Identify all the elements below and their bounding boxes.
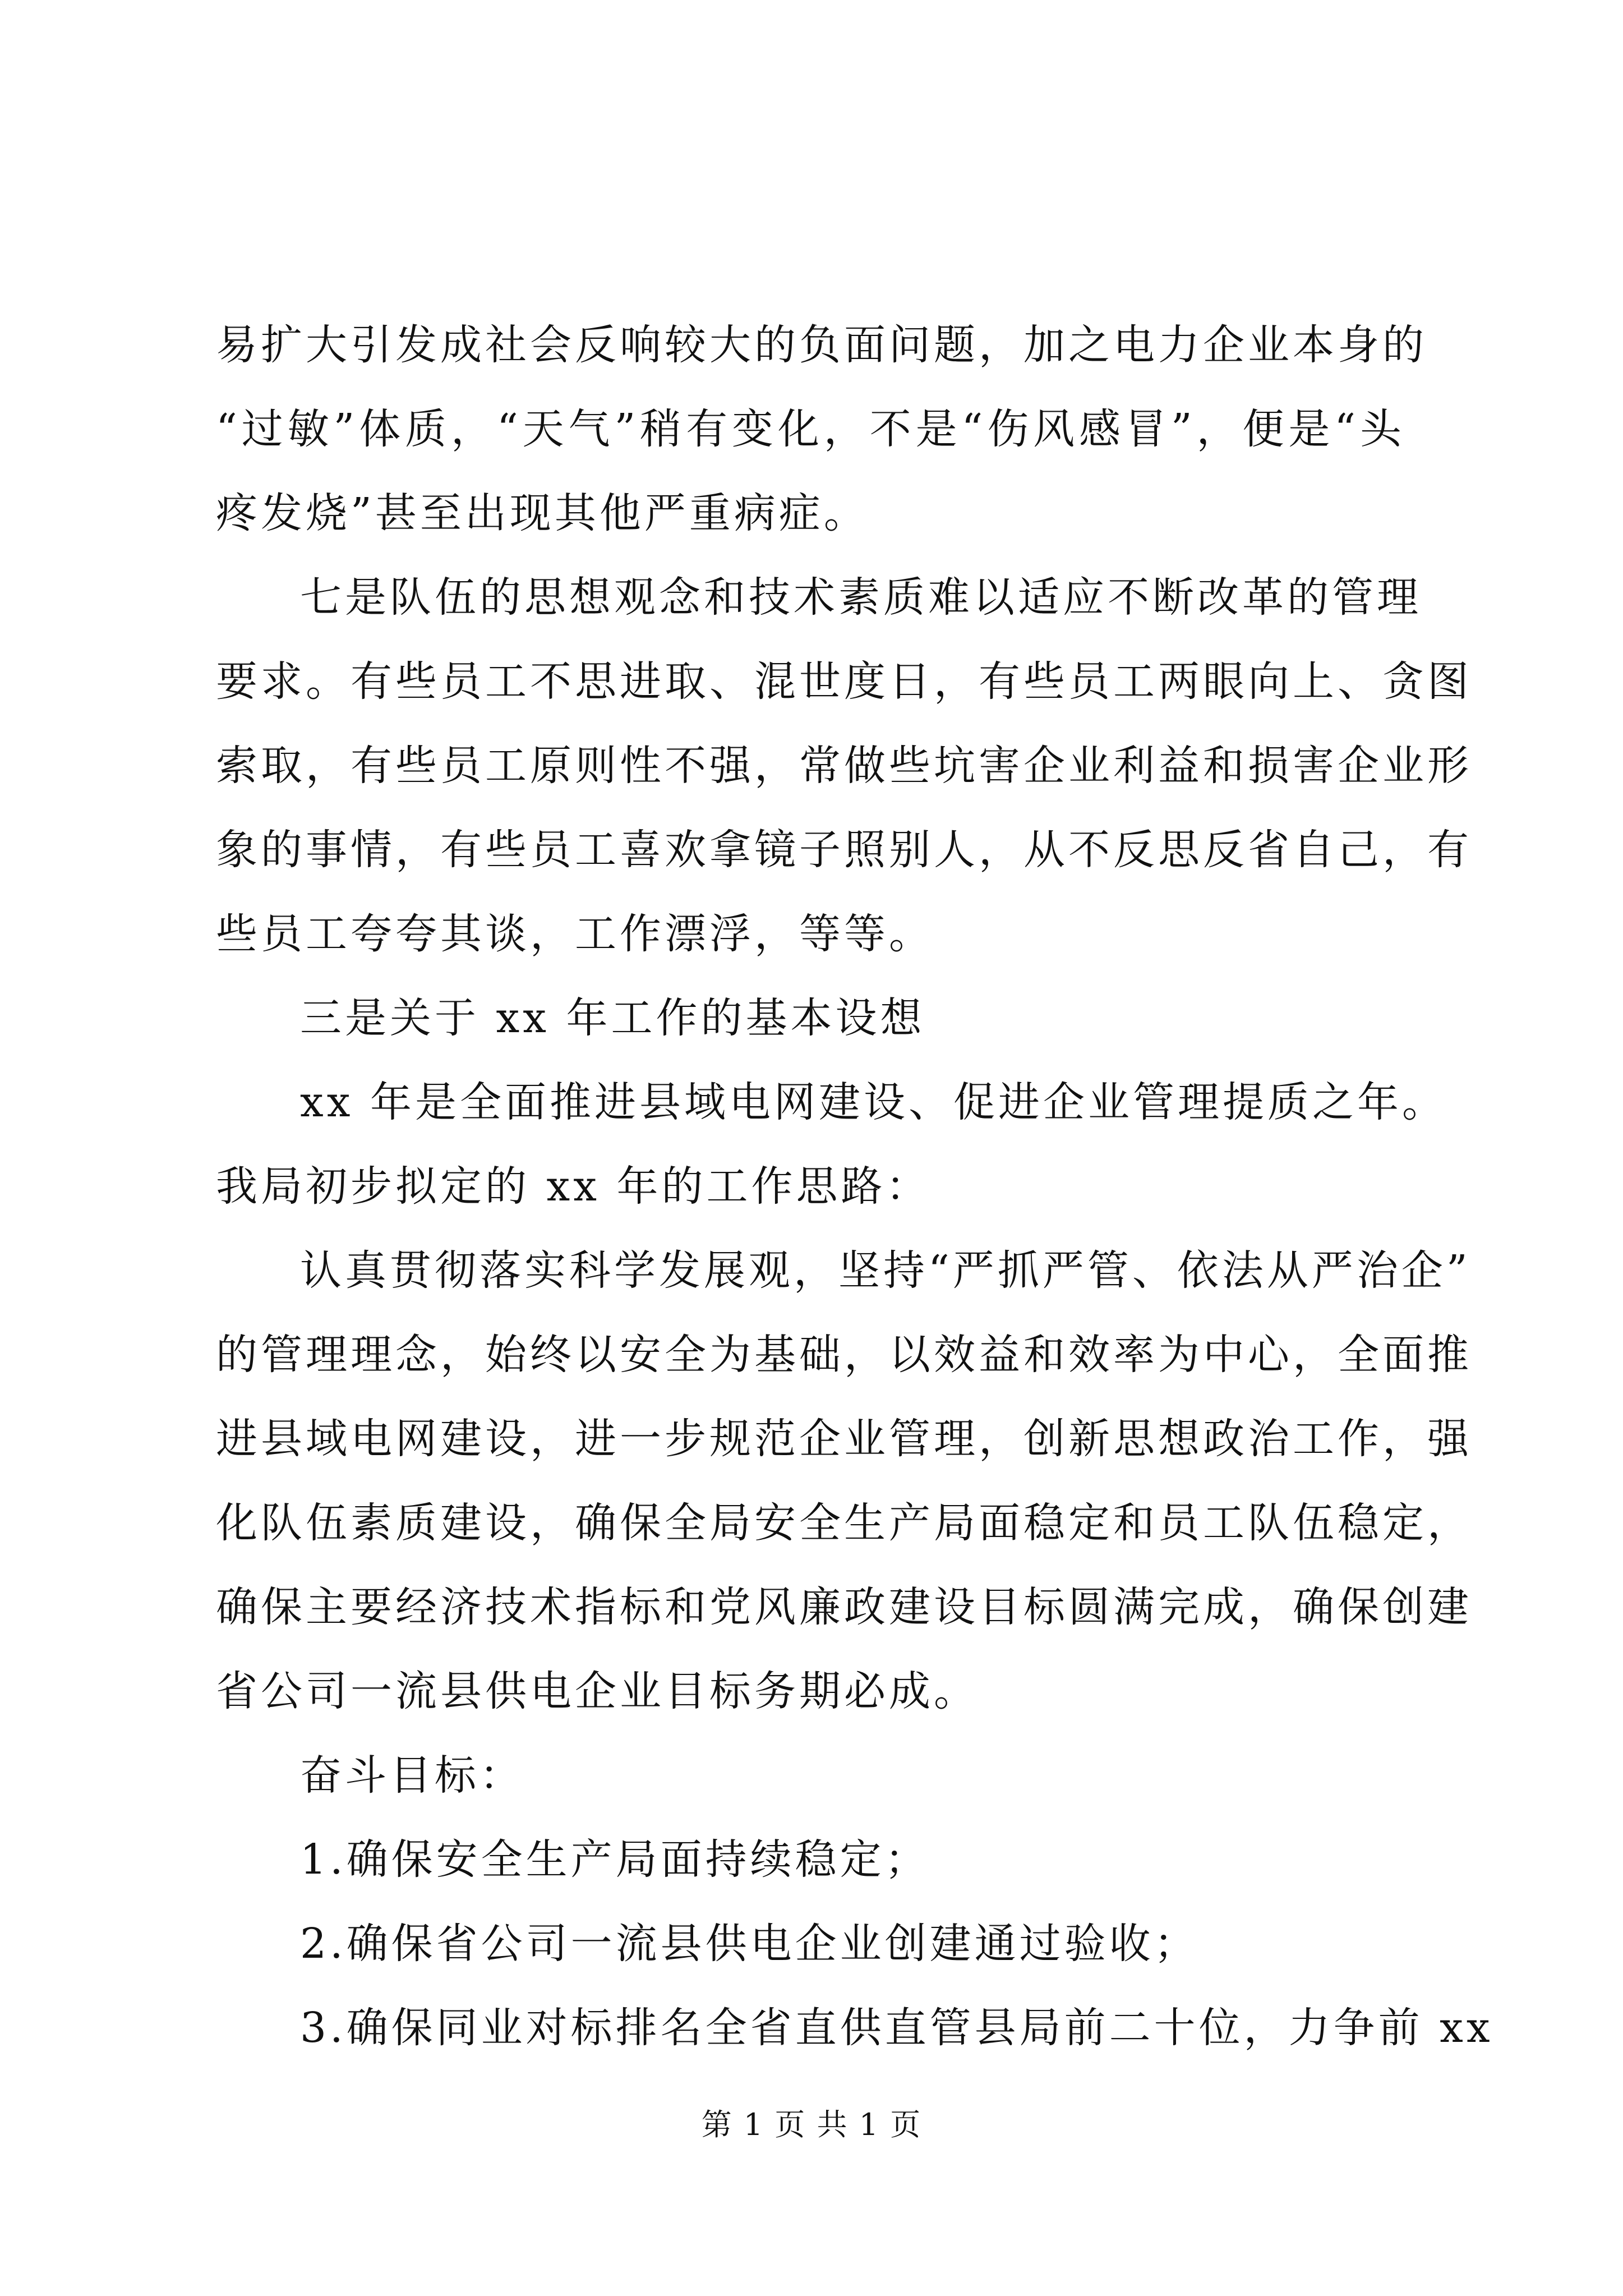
paragraph-line: “过敏”体质，“天气”稍有变化，不是“伤风感冒”，便是“头 [216, 405, 1405, 453]
paragraph-line: 索取，有些员工原则性不强，常做些坑害企业利益和损害企业形 [216, 742, 1472, 790]
paragraph-line: 我局初步拟定的 xx 年的工作思路： [216, 1162, 931, 1211]
paragraph-line: 认真贯彻落实科学发展观，坚持“严抓严管、依法从严治企” [300, 1246, 1471, 1295]
goal-item: 2.确保省公司一流县供电企业创建通过验收； [300, 1920, 1199, 1968]
paragraph-line: 化队伍素质建设，确保全局安全生产局面稳定和员工队伍稳定， [216, 1499, 1472, 1547]
paragraph-line: 象的事情，有些员工喜欢拿镜子照别人，从不反思反省自己，有 [216, 826, 1472, 874]
section-heading: 三是关于 xx 年工作的基本设想 [300, 994, 925, 1042]
goal-item: 1.确保安全生产局面持续稳定； [300, 1835, 930, 1884]
paragraph-line: 的管理理念，始终以安全为基础，以效益和效率为中心，全面推 [216, 1331, 1472, 1379]
page-footer: 第 1 页 共 1 页 [701, 2107, 922, 2142]
goals-heading: 奋斗目标： [300, 1751, 524, 1800]
paragraph-line: 些员工夸夸其谈，工作漂浮，等等。 [216, 910, 934, 958]
paragraph-line: 要求。有些员工不思进取、混世度日，有些员工两眼向上、贪图 [216, 657, 1472, 706]
paragraph-line: 七是队伍的思想观念和技术素质难以适应不断改革的管理 [300, 573, 1422, 622]
paragraph-line: 确保主要经济技术指标和党风廉政建设目标圆满完成，确保创建 [216, 1583, 1472, 1631]
paragraph-line: 省公司一流县供电企业目标务期必成。 [216, 1667, 979, 1715]
paragraph-line: xx 年是全面推进县域电网建设、促进企业管理提质之年。 [300, 1078, 1447, 1126]
paragraph-line: 进县域电网建设，进一步规范企业管理，创新思想政治工作，强 [216, 1415, 1472, 1463]
paragraph-line: 疼发烧”甚至出现其他严重病症。 [216, 489, 869, 537]
document-body [216, 303, 1493, 2070]
goal-item: 3.确保同业对标排名全省直供直管县局前二十位，力争前 xx [300, 2004, 1493, 2052]
paragraph-line: 易扩大引发成社会反响较大的负面问题，加之电力企业本身的 [216, 321, 1427, 369]
